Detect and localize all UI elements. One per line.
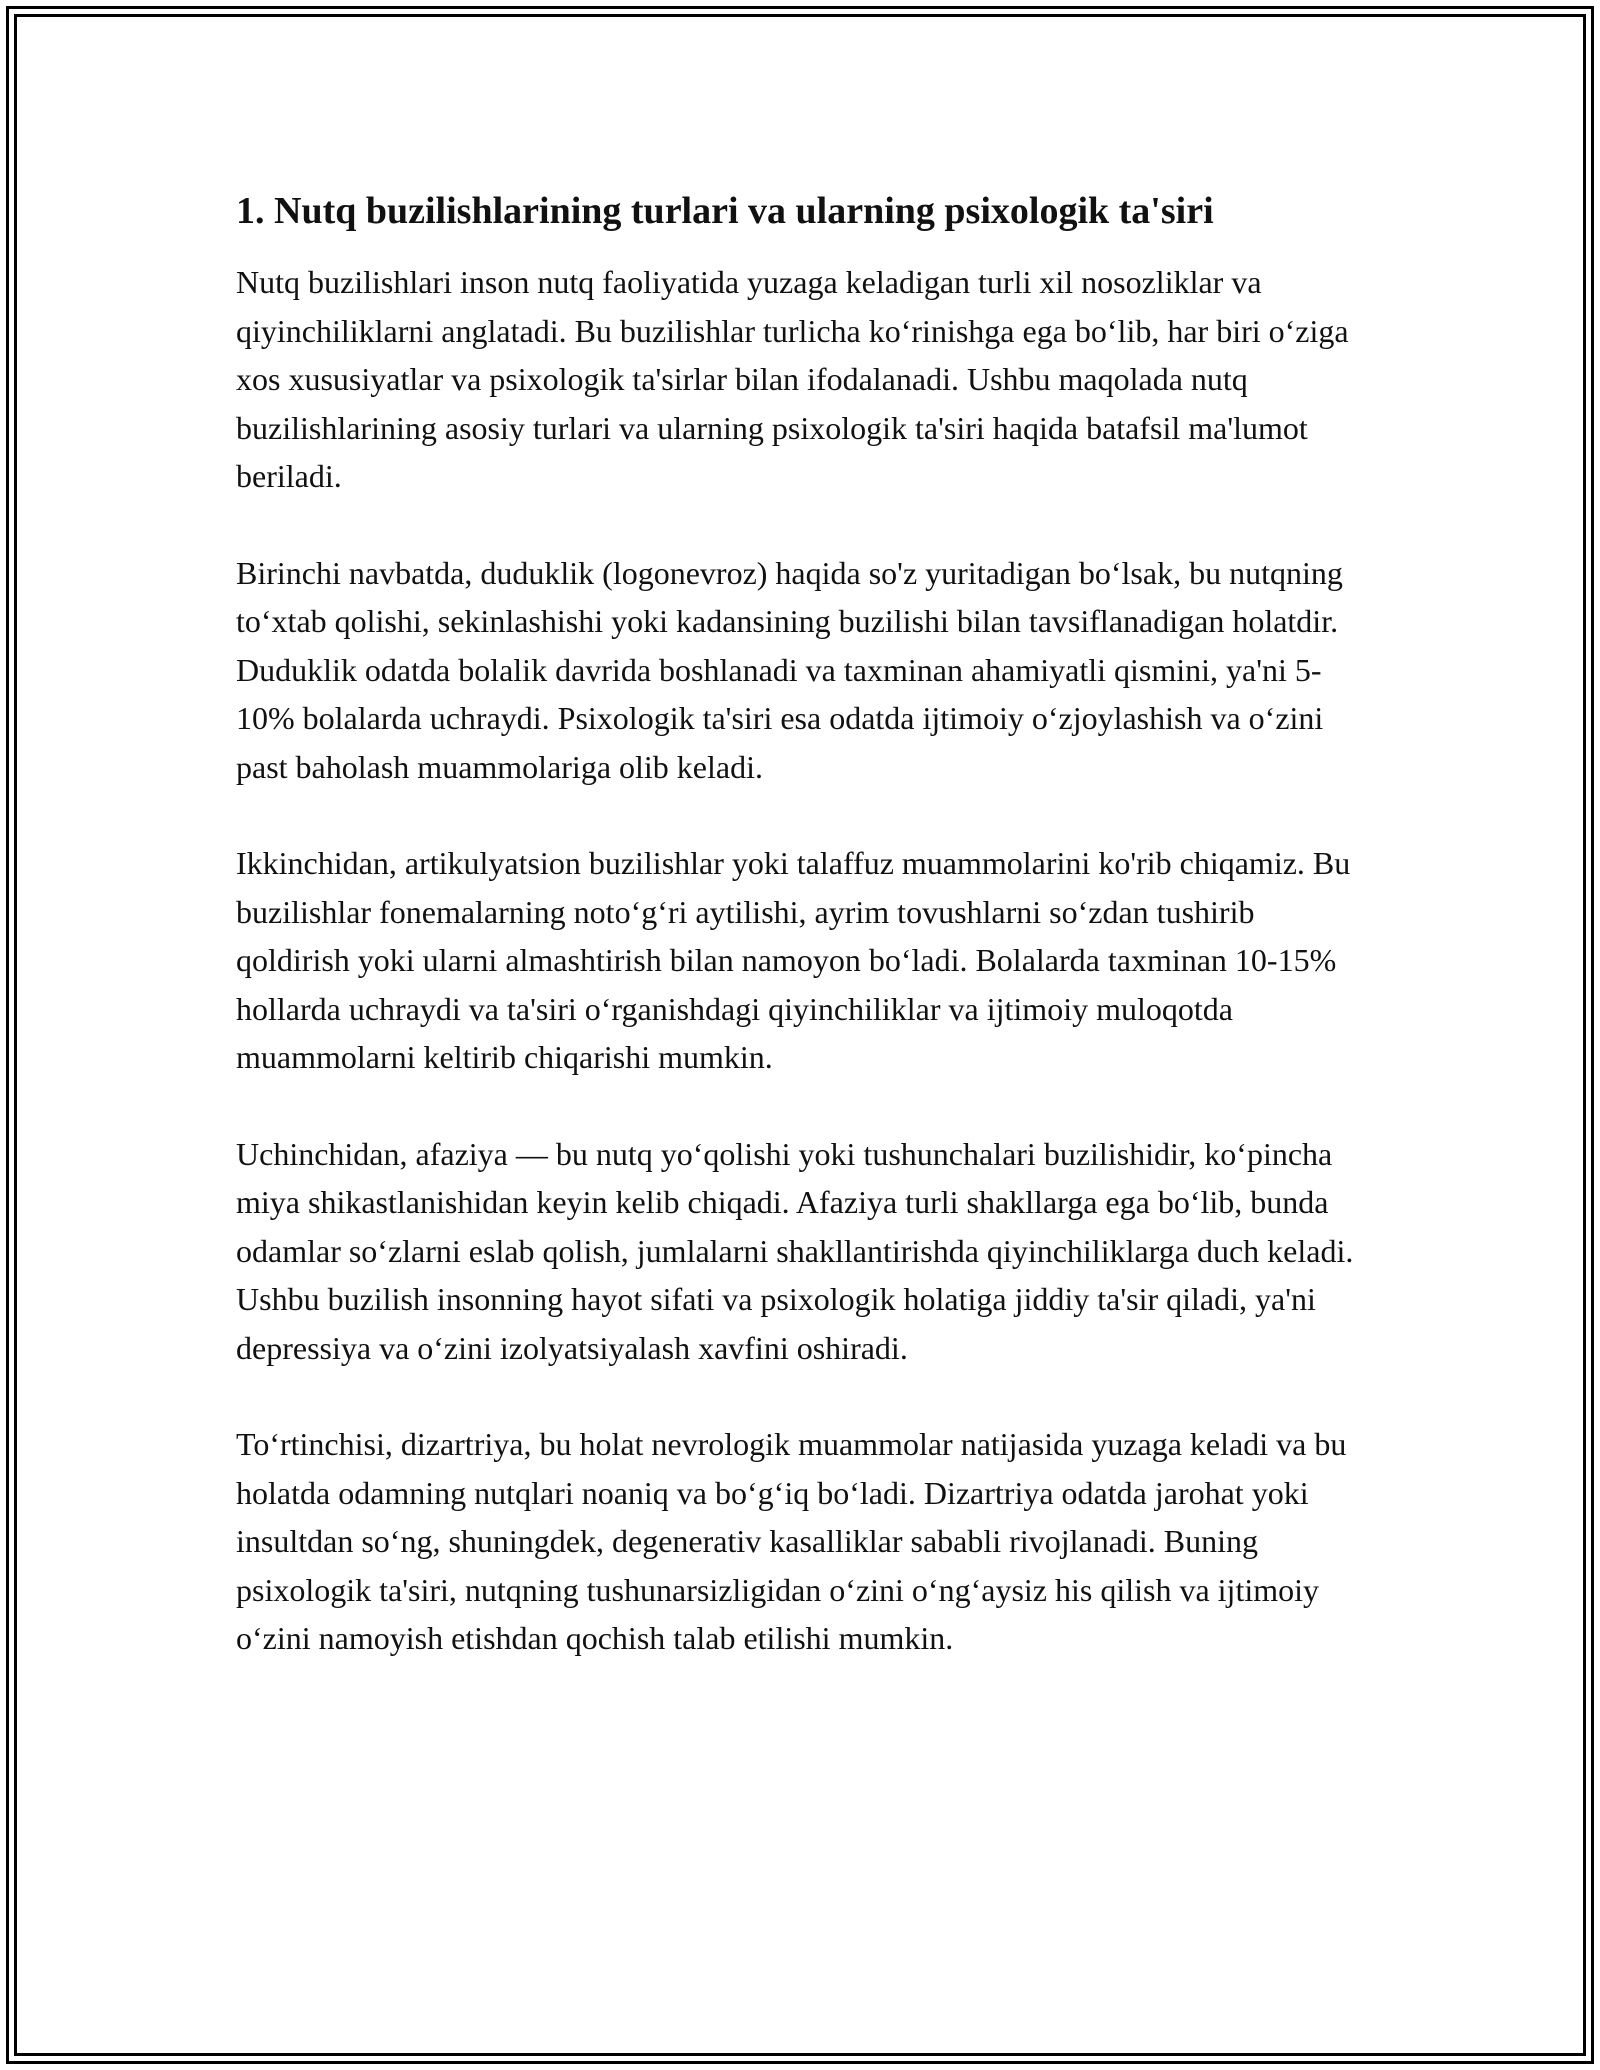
document-body [236,186,1376,1711]
paragraph-articulation: Ikkinchidan, artikulyatsion buzilishlar yoki talaffuz muammolarini ko'rib chiqamiz. Bu buzilishlar fonemalarning noto‘g‘ri aytilishi, ayrim tovushlarni so‘zdan tushirib qoldirish yoki ularni almashtirish bilan namoyon bo‘ladi. Bolalarda taxminan 10-15% hollarda uchraydi va ta'siri o‘rganishdagi qiyinchiliklar va ijtimoiy muloqotda muammolarni keltirib chiqarishi mumkin. [236,845,1351,1075]
paragraph-aphasia: Uchinchidan, afaziya — bu nutq yo‘qolishi yoki tushunchalari buzilishidir, ko‘pincha miya shikastlanishidan keyin kelib chiqadi. Afaziya turli shakllarga ega bo‘lib, bunda odamlar so‘zlarni eslab qolish, jumlalarni shakllantirishda qiyinchiliklarga duch keladi. Ushbu buzilish insonning hayot sifati va psixologik holatiga jiddiy ta'sir qiladi, ya'ni depressiya va o‘zini izolyatsiyalash xavfini oshiradi. [236,1135,1354,1366]
paragraph-stuttering: Birinchi navbatda, duduklik (logonevroz) haqida so'z yuritadigan bo‘lsak, bu nutqning to‘xtab qolishi, sekinlashishi yoki kadansining buzilishi bilan tavsiflanadigan holatdir. Duduklik odatda bolalik davrida boshlanadi va taxminan ahamiyatli qismini, ya'ni 5-10% bolalarda uchraydi. Psixologik ta'siri esa odatda ijtimoiy o‘zjoylashish va o‘zini past baholash muammolariga olib keladi. [236,554,1343,785]
section-title: 1. Nutq buzilishlarining turlari va ularning psixologik ta'siri [236,190,1214,232]
paragraph-intro: Nutq buzilishlari inson nutq faoliyatida yuzaga keladigan turli xil nosozliklar va qiyinchiliklarni anglatadi. Bu buzilishlar turlicha ko‘rinishga ega bo‘lib, har biri o‘ziga xos xususiyatlar va psixologik ta'sirlar bilan ifodalanadi. Ushbu maqolada nutq buzilishlarining asosiy turlari va ularning psixologik ta'siri haqida batafsil ma'lumot beriladi. [236,264,1349,494]
paragraph-dysarthria: To‘rtinchisi, dizartriya, bu holat nevrologik muammolar natijasida yuzaga keladi va bu holatda odamning nutqlari noaniq va bo‘g‘iq bo‘ladi. Dizartriya odatda jarohat yoki insultdan so‘ng, shuningdek, degenerativ kasalliklar sababli rivojlanadi. Buning psixologik ta'siri, nutqning tushunarsizligidan o‘zini o‘ng‘aysiz his qilish va ijtimoiy o‘zini namoyish etishdan qochish talab etilishi mumkin. [236,1426,1347,1656]
